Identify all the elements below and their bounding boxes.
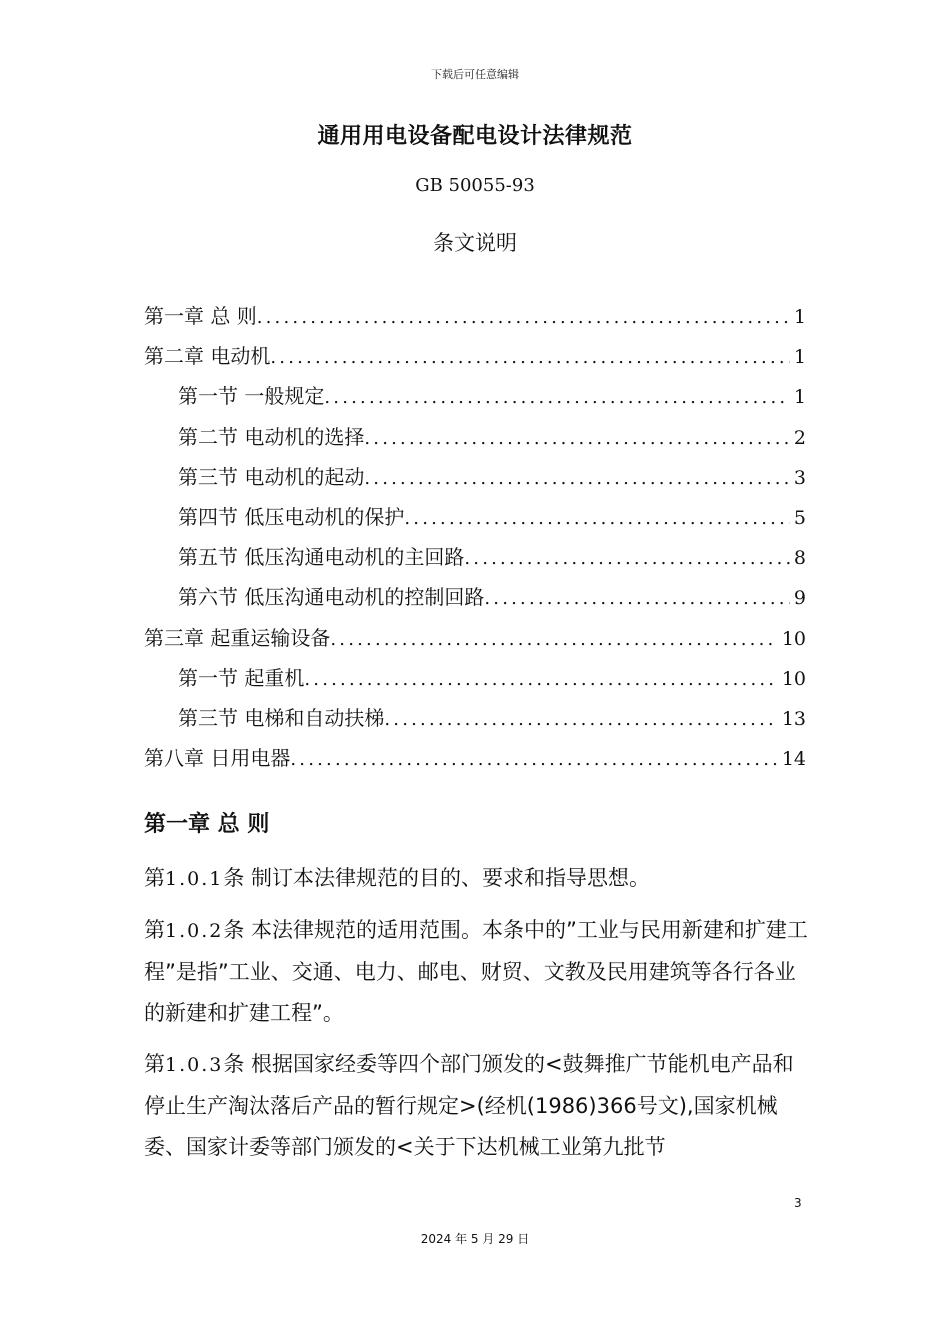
toc-page-number: 1 (793, 306, 806, 328)
toc-entry-title: 第三节 电动机的起动 (178, 464, 365, 489)
toc-entry-title: 第三节 电梯和自动扶梯 (178, 705, 385, 730)
toc-leader-dots (364, 468, 790, 489)
toc-entry-title: 第二节 电动机的选择 (178, 424, 365, 449)
toc-page-number: 1 (793, 346, 806, 369)
toc-page-number: 5 (793, 506, 806, 529)
toc-leader-dots (484, 588, 790, 609)
table-of-contents (144, 300, 806, 782)
toc-entry[interactable] (144, 742, 806, 782)
article-prefix: 第 (144, 918, 165, 942)
toc-page-number: 2 (793, 426, 806, 449)
toc-entry[interactable] (144, 702, 806, 742)
toc-entry[interactable] (144, 662, 806, 702)
toc-leader-dots (330, 629, 777, 650)
toc-leader-dots (304, 669, 777, 690)
document-title: 通用用电设备配电设计法律规范 (317, 124, 633, 149)
toc-entry-title: 第八章 日用电器 (144, 746, 291, 771)
toc-page-number: 13 (781, 707, 806, 730)
toc-leader-dots (364, 428, 790, 449)
toc-entry[interactable] (144, 340, 806, 380)
article-paragraph (144, 1044, 812, 1168)
toc-page-number: 14 (781, 748, 806, 771)
toc-entry[interactable] (144, 501, 806, 541)
toc-entry-title: 第五节 低压沟通电动机的主回路 (178, 545, 465, 570)
article-text: 条 制订本法律规范的目的、要求和指导思想。 (223, 866, 651, 890)
toc-entry-title: 第四节 低压电动机的保护 (178, 504, 405, 529)
page-number: 3 (794, 1196, 802, 1210)
document-subtitle: 条文说明 (433, 231, 517, 255)
article-prefix: 第 (144, 1052, 165, 1076)
toc-entry-title: 第三章 起重运输设备 (144, 625, 331, 650)
toc-entry[interactable] (144, 380, 806, 420)
toc-page-number: 10 (781, 667, 806, 690)
toc-entry[interactable] (144, 541, 806, 581)
toc-page-number: 9 (793, 587, 806, 610)
toc-page-number: 1 (793, 386, 806, 409)
toc-leader-dots (257, 307, 790, 328)
toc-entry[interactable] (144, 300, 806, 340)
toc-leader-dots (270, 347, 790, 368)
standard-code: GB 50055-93 (415, 175, 535, 196)
article-number: 1.0.3 (165, 1054, 224, 1076)
footer-date: 2024 年 5 月 29 日 (420, 1232, 530, 1246)
toc-entry[interactable] (144, 421, 806, 461)
toc-entry-title: 第六节 低压沟通电动机的控制回路 (178, 585, 485, 610)
toc-leader-dots (464, 548, 790, 569)
toc-entry[interactable] (144, 581, 806, 621)
article-prefix: 第 (144, 866, 165, 890)
toc-entry-title: 第一章 总 则 (144, 304, 257, 328)
article-text: 条 根据国家经委等四个部门颁发的<鼓舞推广节能机电产品和停止生产淘汰落后产品的暂行规定>(经机(1986)366号文),国家机械委、国家计委等部门颁发的<关于下达机械工业第九批节 (144, 1052, 794, 1159)
toc-leader-dots (384, 709, 777, 730)
toc-entry-title: 第一节 一般规定 (178, 384, 325, 409)
toc-page-number: 10 (781, 627, 806, 650)
toc-page-number: 3 (793, 466, 806, 489)
toc-leader-dots (290, 749, 777, 770)
article-text: 条 本法律规范的适用范围。本条中的”工业与民用新建和扩建工程”是指”工业、交通、电力、邮电、财贸、文教及民用建筑等各行各业的新建和扩建工程”。 (144, 918, 808, 1025)
toc-leader-dots (404, 508, 790, 529)
article-number: 1.0.1 (165, 868, 224, 890)
chapter-heading: 第一章 总 则 (144, 812, 270, 837)
article-paragraph (144, 910, 812, 1034)
article-number: 1.0.2 (165, 920, 224, 942)
toc-entry[interactable] (144, 622, 806, 662)
article-paragraph (144, 858, 812, 900)
toc-page-number: 8 (793, 547, 806, 570)
toc-entry[interactable] (144, 461, 806, 501)
toc-entry-title: 第一节 起重机 (178, 665, 305, 690)
header-note: 下载后可任意编辑 (431, 68, 519, 81)
toc-entry-title: 第二章 电动机 (144, 344, 271, 369)
toc-leader-dots (324, 387, 790, 408)
body-text (144, 858, 812, 1178)
